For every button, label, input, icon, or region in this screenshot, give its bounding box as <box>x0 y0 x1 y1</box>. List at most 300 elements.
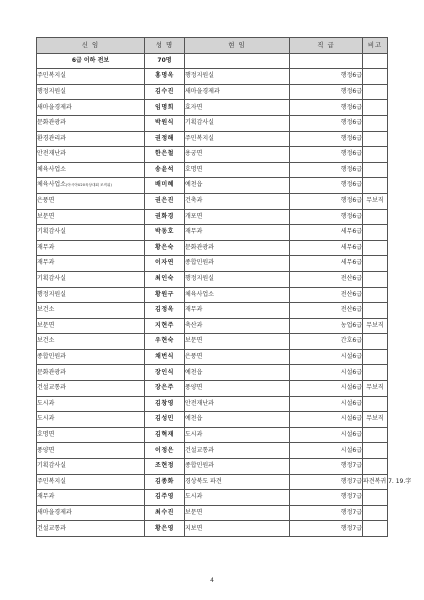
cell-name-text: 이정은 <box>155 446 174 454</box>
cell-current-post <box>185 365 290 381</box>
cell-current-post-text: 문화관광과 <box>185 243 214 251</box>
cell-new-post-text: 건설교통과 <box>37 524 66 532</box>
cell-rank-text: 행정6급 <box>340 165 362 173</box>
cell-new-post <box>37 443 145 459</box>
cell-name-text: 최인숙 <box>155 275 174 283</box>
cell-name <box>145 412 185 428</box>
cell-new-post <box>37 521 145 537</box>
cell-rank-text: 행정7급 <box>340 524 362 532</box>
header-current-post: 현 임 <box>185 38 290 54</box>
cell-current-post-text: 예천읍 <box>185 181 203 189</box>
table-row <box>37 193 388 209</box>
cell-name-text: 권정해 <box>155 134 174 142</box>
cell-rank <box>290 240 363 256</box>
cell-new-post-text: 재무과 <box>37 493 55 501</box>
cell-name <box>145 84 185 100</box>
cell-remarks <box>363 193 388 209</box>
cell-current-post-text: 새마을경제과 <box>185 87 220 95</box>
header-rank: 직 급 <box>290 38 363 54</box>
cell-new-post <box>37 100 145 116</box>
cell-new-post <box>37 131 145 147</box>
table-row <box>37 162 388 178</box>
cell-rank-text: 간호6급 <box>340 337 362 345</box>
cell-new-post <box>37 69 145 85</box>
cell-current-post-text: 건축과 <box>185 197 203 205</box>
cell-new-post <box>37 396 145 412</box>
table-row <box>37 115 388 131</box>
cell-rank-text: 행정6급 <box>340 87 362 95</box>
cell-rank <box>290 178 363 194</box>
cell-new-post-note: (아시아U20육상대회 조직위) <box>65 183 112 188</box>
cell-new-post-text: 안전재난과 <box>37 150 66 158</box>
cell-current-post <box>185 256 290 272</box>
cell-name <box>145 334 185 350</box>
section-empty-cell <box>290 53 363 69</box>
table-row <box>37 381 388 397</box>
cell-new-post-text: 기획감사실 <box>37 275 66 283</box>
cell-current-post <box>185 115 290 131</box>
cell-new-post-text: 기획감사실 <box>37 462 66 470</box>
cell-rank <box>290 490 363 506</box>
cell-new-post-text: 재무과 <box>37 243 55 251</box>
header-name: 성 명 <box>145 38 185 54</box>
section-empty-cell <box>363 53 388 69</box>
cell-rank-text: 시설6급 <box>340 399 362 407</box>
cell-current-post-text: 용궁면 <box>185 150 203 158</box>
cell-remarks <box>363 505 388 521</box>
cell-new-post-text: 새마을경제과 <box>37 103 72 111</box>
cell-rank-text: 시설6급 <box>340 446 362 454</box>
cell-current-post <box>185 271 290 287</box>
cell-rank <box>290 100 363 116</box>
cell-current-post-text: 종합민원과 <box>185 259 214 267</box>
cell-name <box>145 365 185 381</box>
section-row <box>37 53 388 69</box>
cell-new-post-text: 문화관광과 <box>37 368 66 376</box>
cell-rank <box>290 443 363 459</box>
table-row <box>37 443 388 459</box>
cell-name <box>145 225 185 241</box>
table-header-row <box>37 38 388 54</box>
cell-new-post-text: 풍양면 <box>37 446 55 454</box>
cell-remarks-text: 무보직 <box>366 321 384 329</box>
cell-new-post <box>37 240 145 256</box>
cell-rank <box>290 287 363 303</box>
cell-new-post <box>37 474 145 490</box>
cell-name <box>145 256 185 272</box>
cell-current-post-text: 재무과 <box>185 306 203 314</box>
cell-remarks <box>363 256 388 272</box>
section-empty-cell <box>185 53 290 69</box>
cell-new-post-text: 은풍면 <box>37 197 55 205</box>
cell-rank <box>290 427 363 443</box>
cell-rank-text: 행정6급 <box>340 197 362 205</box>
cell-name <box>145 443 185 459</box>
cell-current-post <box>185 69 290 85</box>
cell-remarks <box>363 209 388 225</box>
cell-current-post <box>185 427 290 443</box>
header-new-post: 신 임 <box>37 38 145 54</box>
table-row <box>37 69 388 85</box>
cell-rank <box>290 334 363 350</box>
page-number: 4 <box>210 577 214 584</box>
cell-current-post <box>185 131 290 147</box>
cell-new-post-text: 도시과 <box>37 415 55 423</box>
cell-rank <box>290 84 363 100</box>
cell-name <box>145 303 185 319</box>
table-row <box>37 521 388 537</box>
cell-new-post-text: 행정지원실 <box>37 87 66 95</box>
cell-name-text: 채번식 <box>155 353 174 361</box>
cell-current-post-text: 주민복지실 <box>185 134 214 142</box>
cell-rank-text: 세무6급 <box>340 259 362 267</box>
cell-rank-text: 행정6급 <box>340 150 362 158</box>
cell-remarks <box>363 459 388 475</box>
cell-current-post <box>185 505 290 521</box>
cell-current-post-text: 안전재난과 <box>185 399 214 407</box>
cell-name <box>145 318 185 334</box>
cell-remarks <box>363 69 388 85</box>
cell-current-post <box>185 193 290 209</box>
cell-rank <box>290 349 363 365</box>
cell-current-post-text: 효자면 <box>185 103 203 111</box>
cell-rank-text: 행정6급 <box>340 181 362 189</box>
cell-name <box>145 381 185 397</box>
cell-name-text: 박원식 <box>155 119 174 127</box>
cell-new-post-text: 보문면 <box>37 212 55 220</box>
cell-current-post-text: 지보면 <box>185 524 203 532</box>
cell-remarks <box>363 162 388 178</box>
cell-new-post-text: 보건소 <box>37 337 55 345</box>
cell-current-post-text: 기획감사실 <box>185 119 214 127</box>
cell-new-post-text: 건설교통과 <box>37 384 66 392</box>
cell-remarks <box>363 100 388 116</box>
cell-new-post <box>37 287 145 303</box>
cell-rank-text: 행정6급 <box>340 103 362 111</box>
cell-new-post <box>37 162 145 178</box>
cell-remarks <box>363 412 388 428</box>
cell-current-post-text: 행정지원실 <box>185 72 214 80</box>
table-row <box>37 505 388 521</box>
cell-new-post-text: 보건소 <box>37 306 55 314</box>
cell-rank <box>290 147 363 163</box>
cell-remarks <box>363 84 388 100</box>
cell-name-text: 김혁재 <box>155 430 174 438</box>
cell-name-text: 장인식 <box>155 368 174 376</box>
cell-name <box>145 115 185 131</box>
cell-rank-text: 행정7급 <box>340 493 362 501</box>
table-row <box>37 396 388 412</box>
cell-new-post-text: 환경관리과 <box>37 134 66 142</box>
cell-name-text: 황원구 <box>155 290 174 298</box>
cell-current-post <box>185 334 290 350</box>
cell-remarks <box>363 474 412 490</box>
cell-current-post <box>185 381 290 397</box>
cell-current-post-text: 보문면 <box>185 337 203 345</box>
cell-remarks-text: 무보직 <box>366 384 384 392</box>
cell-current-post <box>185 162 290 178</box>
cell-current-post-text: 행정지원실 <box>185 275 214 283</box>
cell-rank-text: 세무6급 <box>340 228 362 236</box>
cell-rank-text: 행정7급 <box>340 477 362 485</box>
cell-rank-text: 행정6급 <box>340 119 362 127</box>
cell-name-text: 이자연 <box>155 259 174 267</box>
table-row <box>37 334 388 350</box>
cell-rank-text: 세무6급 <box>340 243 362 251</box>
cell-name <box>145 147 185 163</box>
cell-current-post-text: 호명면 <box>185 165 203 173</box>
cell-new-post <box>37 490 145 506</box>
cell-remarks-text: 무보직 <box>366 415 384 423</box>
cell-new-post <box>37 412 145 428</box>
cell-current-post <box>185 209 290 225</box>
cell-remarks <box>363 318 388 334</box>
cell-remarks-text: 무보직 <box>366 197 384 205</box>
cell-new-post <box>37 505 145 521</box>
cell-new-post <box>37 225 145 241</box>
table-row <box>37 131 388 147</box>
table-row <box>37 209 388 225</box>
section-count: 70명 <box>145 53 185 69</box>
cell-remarks <box>363 303 388 319</box>
cell-name <box>145 427 185 443</box>
cell-rank <box>290 256 363 272</box>
cell-rank <box>290 318 363 334</box>
cell-name-text: 김정옥 <box>155 306 174 314</box>
cell-current-post-text: 예천읍 <box>185 415 203 423</box>
table-row <box>37 287 388 303</box>
cell-remarks <box>363 334 388 350</box>
cell-remarks <box>363 271 388 287</box>
cell-new-post <box>37 178 145 194</box>
cell-rank <box>290 474 363 490</box>
personnel-table <box>36 37 412 537</box>
cell-current-post-text: 보문면 <box>185 508 203 516</box>
cell-remarks <box>363 115 388 131</box>
cell-remarks <box>363 427 388 443</box>
cell-current-post <box>185 490 290 506</box>
cell-remarks <box>363 521 388 537</box>
cell-current-post-text: 풍양면 <box>185 384 203 392</box>
cell-remarks <box>363 349 388 365</box>
cell-name-text: 홍명옥 <box>155 72 174 80</box>
cell-new-post <box>37 271 145 287</box>
cell-name-text: 김수진 <box>155 87 174 95</box>
cell-name <box>145 521 185 537</box>
cell-rank-text: 행정7급 <box>340 508 362 516</box>
table-row <box>37 178 388 194</box>
cell-name <box>145 490 185 506</box>
cell-rank-text: 행정6급 <box>340 134 362 142</box>
cell-rank-text: 전산6급 <box>340 306 362 314</box>
cell-new-post <box>37 318 145 334</box>
table-row <box>37 225 388 241</box>
cell-remarks <box>363 396 388 412</box>
table-row <box>37 303 388 319</box>
cell-rank-text: 전산6급 <box>340 290 362 298</box>
table-row <box>37 256 388 272</box>
table-row <box>37 100 388 116</box>
cell-current-post-text: 종합민원과 <box>185 462 214 470</box>
cell-new-post-text: 재무과 <box>37 259 55 267</box>
cell-name <box>145 178 185 194</box>
cell-rank <box>290 209 363 225</box>
cell-name-text: 김주영 <box>155 493 174 501</box>
cell-new-post-text: 주민복지실 <box>37 72 66 80</box>
cell-new-post <box>37 147 145 163</box>
cell-current-post-text: 경상북도 파견 <box>185 477 222 485</box>
table-row <box>37 271 388 287</box>
cell-name <box>145 505 185 521</box>
cell-rank-text: 농업6급 <box>340 321 362 329</box>
cell-name-text: 조현정 <box>155 462 174 470</box>
cell-current-post <box>185 396 290 412</box>
cell-remarks <box>363 131 388 147</box>
cell-current-post <box>185 474 290 490</box>
cell-new-post <box>37 193 145 209</box>
table-row <box>37 318 388 334</box>
cell-new-post <box>37 84 145 100</box>
cell-rank <box>290 381 363 397</box>
cell-current-post <box>185 84 290 100</box>
cell-rank <box>290 303 363 319</box>
cell-current-post <box>185 412 290 428</box>
header-remarks: 비고 <box>363 38 388 54</box>
cell-name-text: 박동호 <box>155 228 174 236</box>
cell-name <box>145 69 185 85</box>
cell-name-text: 김창영 <box>155 399 174 407</box>
table-row <box>37 427 388 443</box>
cell-name-text: 김성민 <box>155 415 174 423</box>
cell-rank <box>290 225 363 241</box>
cell-rank <box>290 131 363 147</box>
cell-remarks <box>363 225 388 241</box>
cell-remarks <box>363 365 388 381</box>
cell-current-post-text: 건설교통과 <box>185 446 214 454</box>
cell-current-post <box>185 240 290 256</box>
cell-current-post <box>185 349 290 365</box>
cell-name <box>145 193 185 209</box>
cell-current-post <box>185 147 290 163</box>
table-row <box>37 474 388 490</box>
cell-new-post-text: 체육사업소 <box>37 181 66 189</box>
cell-current-post <box>185 443 290 459</box>
cell-new-post <box>37 256 145 272</box>
cell-rank-text: 전산6급 <box>340 275 362 283</box>
cell-name-text: 권화경 <box>155 212 174 220</box>
cell-current-post-text: 체육사업소 <box>185 290 214 298</box>
cell-rank <box>290 69 363 85</box>
cell-remarks <box>363 490 388 506</box>
cell-new-post-text: 기획감사실 <box>37 228 66 236</box>
table-row <box>37 365 388 381</box>
cell-new-post-text: 호명면 <box>37 430 55 438</box>
cell-new-post-text: 체육사업소 <box>37 165 66 173</box>
table-row <box>37 412 388 428</box>
cell-current-post-text: 도시과 <box>185 430 203 438</box>
cell-remarks <box>363 381 388 397</box>
cell-rank-text: 시설6급 <box>340 430 362 438</box>
cell-current-post <box>185 100 290 116</box>
cell-name-text: 김종화 <box>155 477 174 485</box>
cell-name <box>145 271 185 287</box>
cell-name <box>145 287 185 303</box>
cell-current-post <box>185 318 290 334</box>
cell-new-post-text: 종합민원과 <box>37 353 66 361</box>
cell-new-post <box>37 115 145 131</box>
cell-name-text: 임명희 <box>155 103 174 111</box>
cell-new-post-text: 새마을경제과 <box>37 508 72 516</box>
cell-rank <box>290 115 363 131</box>
cell-new-post <box>37 303 145 319</box>
cell-name-text: 한은철 <box>155 150 174 158</box>
cell-name-text: 황은숙 <box>155 243 174 251</box>
cell-rank-text: 시설6급 <box>340 415 362 423</box>
table-row <box>37 147 388 163</box>
cell-new-post <box>37 334 145 350</box>
cell-name-text: 배미혜 <box>155 181 174 189</box>
cell-current-post-text: 재무과 <box>185 228 203 236</box>
cell-name-text: 권은진 <box>155 197 174 205</box>
cell-remarks <box>363 240 388 256</box>
cell-rank <box>290 412 363 428</box>
cell-current-post-text: 축산과 <box>185 321 203 329</box>
cell-current-post-text: 도시과 <box>185 493 203 501</box>
cell-current-post <box>185 459 290 475</box>
cell-remarks <box>363 287 388 303</box>
cell-rank <box>290 521 363 537</box>
cell-current-post-text: 은풍면 <box>185 353 203 361</box>
cell-new-post-text: 주민복지실 <box>37 477 66 485</box>
cell-name-text: 우현숙 <box>155 337 174 345</box>
cell-name <box>145 459 185 475</box>
cell-name <box>145 162 185 178</box>
cell-name <box>145 100 185 116</box>
cell-new-post-text: 행정지원실 <box>37 290 66 298</box>
cell-name <box>145 474 185 490</box>
cell-rank <box>290 365 363 381</box>
cell-current-post <box>185 303 290 319</box>
cell-name <box>145 131 185 147</box>
cell-rank <box>290 505 363 521</box>
cell-current-post <box>185 225 290 241</box>
cell-rank <box>290 162 363 178</box>
cell-rank-text: 시설6급 <box>340 368 362 376</box>
table-row <box>37 349 388 365</box>
cell-new-post <box>37 209 145 225</box>
cell-remarks <box>363 147 388 163</box>
cell-current-post-text: 예천읍 <box>185 368 203 376</box>
cell-remarks <box>363 443 388 459</box>
cell-rank-text: 행정6급 <box>340 212 362 220</box>
cell-name-text: 최수진 <box>155 508 174 516</box>
table-row <box>37 240 388 256</box>
cell-current-post <box>185 521 290 537</box>
cell-name-text: 지현주 <box>155 321 174 329</box>
cell-name <box>145 209 185 225</box>
cell-remarks-text: 파견복귀 7. 19.字 <box>363 477 412 485</box>
cell-rank-text: 시설6급 <box>340 353 362 361</box>
cell-new-post <box>37 365 145 381</box>
cell-name <box>145 349 185 365</box>
cell-rank-text: 행정6급 <box>340 72 362 80</box>
section-label: 6급 이하 전보 <box>37 53 145 69</box>
cell-rank-text: 행정7급 <box>340 462 362 470</box>
cell-new-post-text: 보문면 <box>37 321 55 329</box>
cell-new-post <box>37 381 145 397</box>
cell-name <box>145 240 185 256</box>
cell-name-text: 송윤석 <box>155 165 174 173</box>
